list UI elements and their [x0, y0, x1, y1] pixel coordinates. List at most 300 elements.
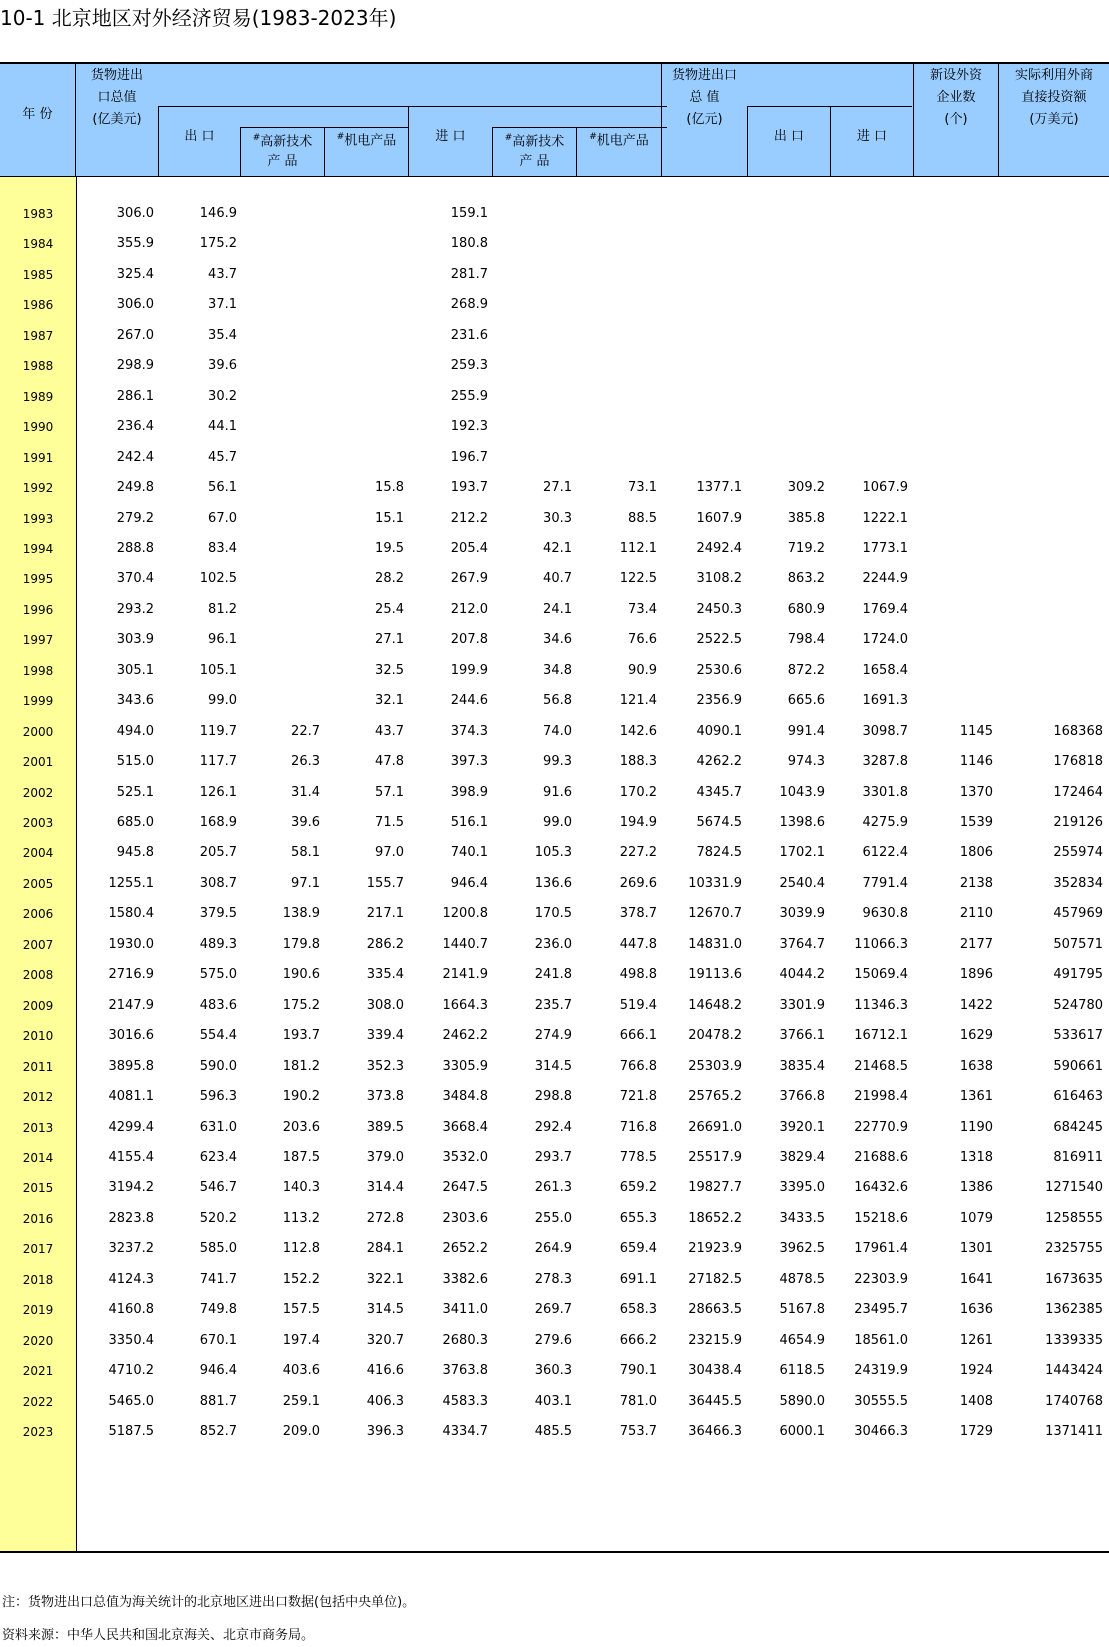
value-cell: 2647.5 — [442, 1180, 488, 1196]
value-cell: 36445.5 — [688, 1393, 742, 1409]
value-cell: 1539 — [959, 815, 993, 830]
value-cell: 17961.4 — [854, 1241, 908, 1257]
header-year: 年 份 — [22, 107, 53, 122]
value-cell: 4583.3 — [442, 1393, 488, 1409]
value-cell: 26.3 — [291, 754, 320, 770]
value-cell: 28663.5 — [688, 1302, 742, 1318]
table-row — [0, 1112, 1109, 1144]
value-cell: 27.1 — [543, 480, 572, 496]
value-cell: 3301.9 — [779, 997, 825, 1013]
value-cell: 691.1 — [619, 1271, 657, 1287]
value-cell: 457969 — [1053, 906, 1103, 922]
table-row — [0, 959, 1109, 991]
value-cell: 159.1 — [450, 206, 488, 221]
value-cell: 15069.4 — [854, 967, 908, 983]
value-cell: 97.0 — [375, 845, 404, 861]
value-cell: 378.7 — [619, 906, 657, 922]
value-cell: 4334.7 — [442, 1424, 488, 1439]
value-cell: 3301.8 — [862, 784, 908, 800]
value-cell: 3395.0 — [779, 1180, 825, 1196]
value-cell: 244.6 — [450, 693, 488, 709]
value-cell: 142.6 — [619, 723, 657, 739]
value-cell: 30466.3 — [854, 1424, 908, 1439]
value-cell: 22303.9 — [854, 1271, 908, 1287]
value-cell: 278.3 — [534, 1271, 572, 1287]
value-cell: 3039.9 — [779, 906, 825, 922]
value-cell: 2303.6 — [442, 1210, 488, 1226]
value-cell: 1362385 — [1045, 1302, 1103, 1318]
value-cell: 525.1 — [116, 784, 154, 800]
year-cell: 1992 — [22, 481, 54, 496]
value-cell: 188.3 — [619, 754, 657, 770]
year-cell: 2018 — [22, 1272, 54, 1287]
year-cell: 2011 — [22, 1059, 54, 1074]
value-cell: 1740768 — [1045, 1393, 1103, 1409]
value-cell: 73.4 — [628, 601, 657, 617]
value-cell: 1043.9 — [779, 784, 825, 800]
value-cell: 2462.2 — [442, 1028, 488, 1044]
value-cell: 90.9 — [628, 662, 657, 678]
value-cell: 881.7 — [199, 1393, 237, 1409]
value-cell: 1200.8 — [442, 906, 488, 922]
value-cell: 4090.1 — [696, 723, 742, 739]
value-cell: 339.4 — [366, 1028, 404, 1044]
value-cell: 264.9 — [534, 1241, 572, 1257]
value-cell: 303.9 — [116, 632, 154, 648]
value-cell: 40.7 — [543, 571, 572, 587]
value-cell: 670.1 — [199, 1332, 237, 1348]
value-cell: 4654.9 — [779, 1332, 825, 1348]
year-cell: 2015 — [22, 1181, 54, 1196]
value-cell: 203.6 — [282, 1119, 320, 1135]
value-cell: 83.4 — [208, 540, 237, 556]
value-cell: 1258555 — [1045, 1210, 1103, 1226]
value-cell: 308.7 — [199, 875, 237, 891]
value-cell: 22.7 — [291, 723, 320, 739]
value-cell: 2652.2 — [442, 1241, 488, 1257]
table-row — [0, 1081, 1109, 1113]
value-cell: 360.3 — [534, 1363, 572, 1379]
value-cell: 37.1 — [208, 297, 237, 313]
value-cell: 259.1 — [282, 1393, 320, 1409]
value-cell: 665.6 — [787, 693, 825, 709]
trade-table — [0, 62, 1109, 1553]
value-cell: 227.2 — [619, 845, 657, 861]
value-cell: 1079 — [959, 1210, 993, 1226]
table-row — [0, 533, 1109, 565]
value-cell: 21998.4 — [854, 1089, 908, 1105]
value-cell: 1702.1 — [779, 845, 825, 861]
value-cell: 112.1 — [619, 540, 657, 556]
value-cell: 3433.5 — [779, 1210, 825, 1226]
value-cell: 494.0 — [116, 723, 154, 739]
value-cell: 288.8 — [116, 540, 154, 556]
header-usd-export-mech: #机电产品 — [336, 132, 397, 149]
table-row — [0, 594, 1109, 626]
value-cell: 2492.4 — [696, 540, 742, 556]
year-cell: 1986 — [22, 298, 54, 313]
value-cell: 3532.0 — [442, 1149, 488, 1165]
value-cell: 2716.9 — [108, 967, 154, 983]
value-cell: 30.2 — [208, 388, 237, 404]
value-cell: 520.2 — [199, 1210, 237, 1226]
value-cell: 778.5 — [619, 1149, 657, 1165]
value-cell: 1145 — [959, 723, 993, 739]
header-usd-export: 出 口 — [184, 129, 215, 144]
table-row — [0, 289, 1109, 321]
value-cell: 119.7 — [199, 723, 237, 739]
value-cell: 56.1 — [208, 480, 237, 496]
value-cell: 11066.3 — [854, 936, 908, 952]
value-cell: 286.2 — [366, 936, 404, 952]
value-cell: 236.0 — [534, 936, 572, 952]
value-cell: 1629 — [959, 1028, 993, 1044]
year-cell: 2003 — [22, 816, 54, 830]
value-cell: 585.0 — [199, 1241, 237, 1257]
value-cell: 205.4 — [450, 540, 488, 556]
value-cell: 352834 — [1053, 875, 1103, 891]
value-cell: 3484.8 — [442, 1089, 488, 1105]
value-cell: 67.0 — [208, 510, 237, 526]
year-cell: 1996 — [22, 602, 54, 617]
value-cell: 3194.2 — [108, 1180, 154, 1196]
value-cell: 102.5 — [199, 571, 237, 587]
table-row — [0, 563, 1109, 595]
value-cell: 616463 — [1053, 1089, 1103, 1105]
year-cell: 1994 — [22, 541, 54, 556]
value-cell: 1924 — [959, 1363, 993, 1379]
value-cell: 485.5 — [534, 1424, 572, 1439]
value-cell: 1261 — [959, 1332, 993, 1348]
value-cell: 30438.4 — [688, 1363, 742, 1379]
value-cell: 872.2 — [787, 662, 825, 678]
value-cell: 241.8 — [534, 967, 572, 983]
value-cell: 352.3 — [366, 1058, 404, 1074]
table-row — [0, 1386, 1109, 1418]
value-cell: 1930.0 — [108, 936, 154, 952]
value-cell: 7824.5 — [696, 845, 742, 861]
value-cell: 279.2 — [116, 510, 154, 526]
value-cell: 4155.4 — [108, 1149, 154, 1165]
table-row — [0, 837, 1109, 869]
value-cell: 314.5 — [534, 1058, 572, 1074]
value-cell: 659.2 — [619, 1180, 657, 1196]
year-cell: 2012 — [22, 1090, 54, 1105]
value-cell: 99.3 — [543, 754, 572, 770]
value-cell: 1222.1 — [862, 510, 908, 526]
value-cell: 140.3 — [282, 1180, 320, 1196]
value-cell: 1443424 — [1045, 1363, 1103, 1379]
value-cell: 194.9 — [619, 815, 657, 830]
year-cell: 2019 — [22, 1303, 54, 1318]
value-cell: 946.4 — [450, 875, 488, 891]
year-cell: 1998 — [22, 663, 54, 678]
value-cell: 9630.8 — [862, 906, 908, 922]
year-cell: 2001 — [22, 755, 54, 770]
year-cell: 2002 — [22, 785, 54, 800]
table-row — [0, 350, 1109, 382]
footnote: 注：货物进出口总值为海关统计的北京地区进出口数据(包括中央单位)。 — [2, 1595, 416, 1610]
year-cell: 2006 — [22, 907, 54, 922]
table-row — [0, 746, 1109, 778]
value-cell: 320.7 — [366, 1332, 404, 1348]
value-cell: 4299.4 — [108, 1119, 154, 1135]
value-cell: 269.6 — [619, 875, 657, 891]
header-fdi-amount: 实际利用外商 直接投资额 (万美元) — [1014, 68, 1093, 127]
year-cell: 1985 — [22, 267, 54, 282]
value-cell: 197.4 — [282, 1332, 320, 1348]
value-cell: 398.9 — [450, 784, 488, 800]
value-cell: 31.4 — [291, 784, 320, 800]
value-cell: 168368 — [1053, 723, 1103, 739]
value-cell: 212.2 — [450, 510, 488, 526]
table-row — [0, 1355, 1109, 1387]
value-cell: 306.0 — [116, 206, 154, 221]
value-cell: 209.0 — [282, 1424, 320, 1439]
value-cell: 25517.9 — [688, 1149, 742, 1165]
value-cell: 193.7 — [450, 480, 488, 496]
value-cell: 325.4 — [116, 266, 154, 282]
value-cell: 314.4 — [366, 1180, 404, 1196]
value-cell: 1339335 — [1045, 1332, 1103, 1348]
value-cell: 26691.0 — [688, 1119, 742, 1135]
table-row — [0, 624, 1109, 656]
value-cell: 2680.3 — [442, 1332, 488, 1348]
value-cell: 306.0 — [116, 297, 154, 313]
value-cell: 298.8 — [534, 1089, 572, 1105]
value-cell: 122.5 — [619, 571, 657, 587]
value-cell: 170.5 — [534, 906, 572, 922]
value-cell: 279.6 — [534, 1332, 572, 1348]
value-cell: 716.8 — [619, 1119, 657, 1135]
value-cell: 32.1 — [375, 693, 404, 709]
value-cell: 946.4 — [199, 1363, 237, 1379]
year-cell: 2008 — [22, 968, 54, 983]
value-cell: 4262.2 — [696, 754, 742, 770]
value-cell: 406.3 — [366, 1393, 404, 1409]
value-cell: 22770.9 — [854, 1119, 908, 1135]
value-cell: 389.5 — [366, 1119, 404, 1135]
value-cell: 370.4 — [116, 571, 154, 587]
table-row — [0, 1020, 1109, 1052]
value-cell: 1190 — [959, 1119, 993, 1135]
value-cell: 81.2 — [208, 601, 237, 617]
value-cell: 790.1 — [619, 1363, 657, 1379]
value-cell: 24.1 — [543, 601, 572, 617]
table-row — [0, 1142, 1109, 1174]
value-cell: 533617 — [1053, 1028, 1103, 1044]
year-cell: 1991 — [22, 450, 54, 465]
value-cell: 863.2 — [787, 571, 825, 587]
value-cell: 113.2 — [282, 1210, 320, 1226]
value-cell: 255974 — [1053, 845, 1103, 861]
value-cell: 945.8 — [116, 845, 154, 861]
table-row — [0, 198, 1109, 230]
value-cell: 3382.6 — [442, 1271, 488, 1287]
value-cell: 740.1 — [450, 845, 488, 861]
value-cell: 19113.6 — [688, 967, 742, 983]
value-cell: 4124.3 — [108, 1271, 154, 1287]
value-cell: 23495.7 — [854, 1302, 908, 1318]
table-row — [0, 1294, 1109, 1326]
value-cell: 267.0 — [116, 327, 154, 343]
value-cell: 105.3 — [534, 845, 572, 861]
value-cell: 36466.3 — [688, 1424, 742, 1439]
value-cell: 152.2 — [282, 1271, 320, 1287]
value-cell: 1658.4 — [862, 662, 908, 678]
table-row — [0, 655, 1109, 687]
value-cell: 15.8 — [375, 480, 404, 496]
value-cell: 3962.5 — [779, 1241, 825, 1257]
year-cell: 1984 — [22, 237, 54, 252]
value-cell: 44.1 — [208, 419, 237, 435]
value-cell: 852.7 — [199, 1424, 237, 1439]
year-cell: 2009 — [22, 998, 54, 1013]
value-cell: 25765.2 — [688, 1089, 742, 1105]
value-cell: 3108.2 — [696, 571, 742, 587]
value-cell: 3764.7 — [779, 936, 825, 952]
value-cell: 192.3 — [450, 419, 488, 435]
value-cell: 2147.9 — [108, 997, 154, 1013]
value-cell: 19.5 — [375, 540, 404, 556]
value-cell: 15.1 — [375, 510, 404, 526]
value-cell: 3016.6 — [108, 1028, 154, 1044]
value-cell: 217.1 — [366, 906, 404, 922]
value-cell: 76.6 — [628, 632, 657, 648]
year-cell: 2020 — [22, 1333, 54, 1348]
value-cell: 298.9 — [116, 358, 154, 374]
value-cell: 3766.8 — [779, 1089, 825, 1105]
value-cell: 284.1 — [366, 1241, 404, 1257]
value-cell: 308.0 — [366, 997, 404, 1013]
value-cell: 554.4 — [199, 1028, 237, 1044]
value-cell: 35.4 — [208, 327, 237, 343]
year-cell: 2023 — [22, 1425, 54, 1439]
table-row — [0, 411, 1109, 443]
value-cell: 385.8 — [787, 510, 825, 526]
table-row — [0, 503, 1109, 535]
value-cell: 4710.2 — [108, 1363, 154, 1379]
value-cell: 11346.3 — [854, 997, 908, 1013]
value-cell: 255.9 — [450, 388, 488, 404]
value-cell: 20478.2 — [688, 1028, 742, 1044]
table-row — [0, 777, 1109, 809]
value-cell: 4160.8 — [108, 1302, 154, 1318]
value-cell: 212.0 — [450, 601, 488, 617]
year-cell: 1989 — [22, 389, 54, 404]
value-cell: 2823.8 — [108, 1210, 154, 1226]
value-cell: 175.2 — [199, 236, 237, 252]
value-cell: 42.1 — [543, 540, 572, 556]
value-cell: 187.5 — [282, 1149, 320, 1165]
value-cell: 1146 — [959, 754, 993, 770]
value-cell: 43.7 — [375, 723, 404, 739]
table-row — [0, 1203, 1109, 1235]
value-cell: 3763.8 — [442, 1363, 488, 1379]
value-cell: 176818 — [1053, 754, 1103, 770]
table-row — [0, 1233, 1109, 1265]
year-cell: 2017 — [22, 1242, 54, 1257]
table-title: 10-1 北京地区对外经济贸易(1983-2023年) — [0, 6, 397, 30]
year-cell: 1990 — [22, 420, 54, 435]
value-cell: 2356.9 — [696, 693, 742, 709]
value-cell: 2325755 — [1045, 1241, 1103, 1257]
year-cell: 2016 — [22, 1211, 54, 1226]
value-cell: 1408 — [959, 1393, 993, 1409]
value-cell: 749.8 — [199, 1302, 237, 1318]
value-cell: 21688.6 — [854, 1149, 908, 1165]
value-cell: 179.8 — [282, 936, 320, 952]
data-source: 资料来源：中华人民共和国北京海关、北京市商务局。 — [2, 1628, 315, 1643]
value-cell: 666.1 — [619, 1028, 657, 1044]
value-cell: 4275.9 — [862, 815, 908, 830]
value-cell: 47.8 — [375, 754, 404, 770]
table-row — [0, 1325, 1109, 1357]
value-cell: 235.7 — [534, 997, 572, 1013]
value-cell: 6122.4 — [862, 845, 908, 861]
table-row — [0, 716, 1109, 748]
value-cell: 5674.5 — [696, 815, 742, 830]
value-cell: 193.7 — [282, 1028, 320, 1044]
value-cell: 190.2 — [282, 1089, 320, 1105]
value-cell: 21923.9 — [688, 1241, 742, 1257]
table-row — [0, 807, 1109, 839]
value-cell: 28.2 — [375, 571, 404, 587]
value-cell: 180.8 — [450, 236, 488, 252]
year-cell: 1999 — [22, 694, 54, 709]
value-cell: 16432.6 — [854, 1180, 908, 1196]
value-cell: 590661 — [1053, 1058, 1103, 1074]
table-row — [0, 1416, 1109, 1448]
value-cell: 343.6 — [116, 693, 154, 709]
value-cell: 18561.0 — [854, 1332, 908, 1348]
year-cell: 1993 — [22, 511, 54, 526]
value-cell: 1769.4 — [862, 601, 908, 617]
value-cell: 57.1 — [375, 784, 404, 800]
value-cell: 1691.3 — [862, 693, 908, 709]
value-cell: 207.8 — [450, 632, 488, 648]
value-cell: 39.6 — [208, 358, 237, 374]
value-cell: 680.9 — [787, 601, 825, 617]
value-cell: 403.6 — [282, 1363, 320, 1379]
value-cell: 1806 — [959, 845, 993, 861]
value-cell: 15218.6 — [854, 1210, 908, 1226]
value-cell: 2141.9 — [442, 967, 488, 983]
value-cell: 781.0 — [619, 1393, 657, 1409]
value-cell: 766.8 — [619, 1058, 657, 1074]
value-cell: 205.7 — [199, 845, 237, 861]
value-cell: 112.8 — [282, 1241, 320, 1257]
value-cell: 2138 — [959, 875, 993, 891]
value-cell: 30.3 — [543, 510, 572, 526]
value-cell: 5890.0 — [779, 1393, 825, 1409]
year-cell: 2004 — [22, 846, 54, 861]
value-cell: 3835.4 — [779, 1058, 825, 1074]
value-cell: 1896 — [959, 967, 993, 983]
value-cell: 91.6 — [543, 784, 572, 800]
value-cell: 516.1 — [450, 815, 488, 830]
value-cell: 96.1 — [208, 632, 237, 648]
value-cell: 21468.5 — [854, 1058, 908, 1074]
value-cell: 631.0 — [199, 1119, 237, 1135]
value-cell: 27182.5 — [688, 1271, 742, 1287]
table-row — [0, 442, 1109, 474]
value-cell: 1607.9 — [696, 510, 742, 526]
value-cell: 2450.3 — [696, 601, 742, 617]
year-cell: 2021 — [22, 1364, 54, 1379]
value-cell: 397.3 — [450, 754, 488, 770]
value-cell: 121.4 — [619, 693, 657, 709]
